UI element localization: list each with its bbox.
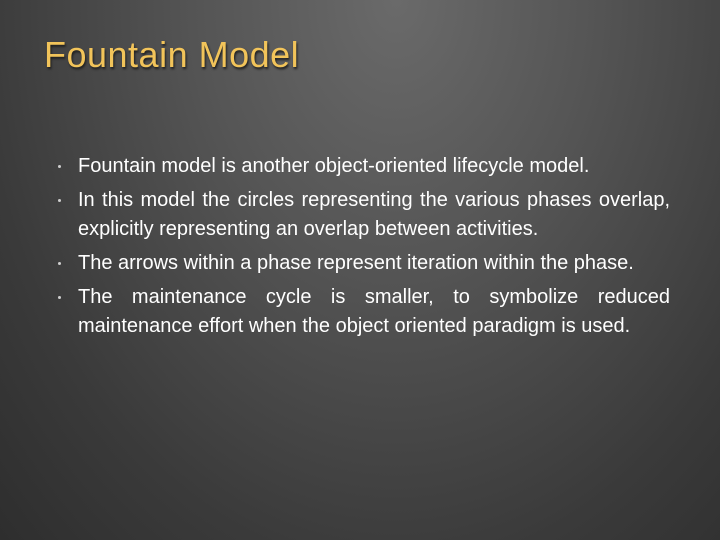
bullet-item <box>58 152 670 181</box>
bullet-dot-icon <box>58 199 61 202</box>
bullet-item <box>58 186 670 244</box>
bullet-item <box>58 249 670 278</box>
bullet-list <box>58 152 670 346</box>
bullet-text: Fountain model is another object-oriented lifecycle model. <box>78 155 590 177</box>
bullet-dot-icon <box>58 296 61 299</box>
bullet-dot-icon <box>58 262 61 265</box>
bullet-text: The maintenance cycle is smaller, to symbolize reduced maintenance effort when the object oriented paradigm is used. <box>78 286 670 337</box>
bullet-text: The arrows within a phase represent iteration within the phase. <box>78 252 634 274</box>
slide-title: Fountain Model <box>44 34 300 75</box>
bullet-dot-icon <box>58 165 61 168</box>
bullet-item <box>58 283 670 341</box>
bullet-text: In this model the circles representing the various phases overlap, explicitly representing an overlap between activities. <box>78 189 670 240</box>
